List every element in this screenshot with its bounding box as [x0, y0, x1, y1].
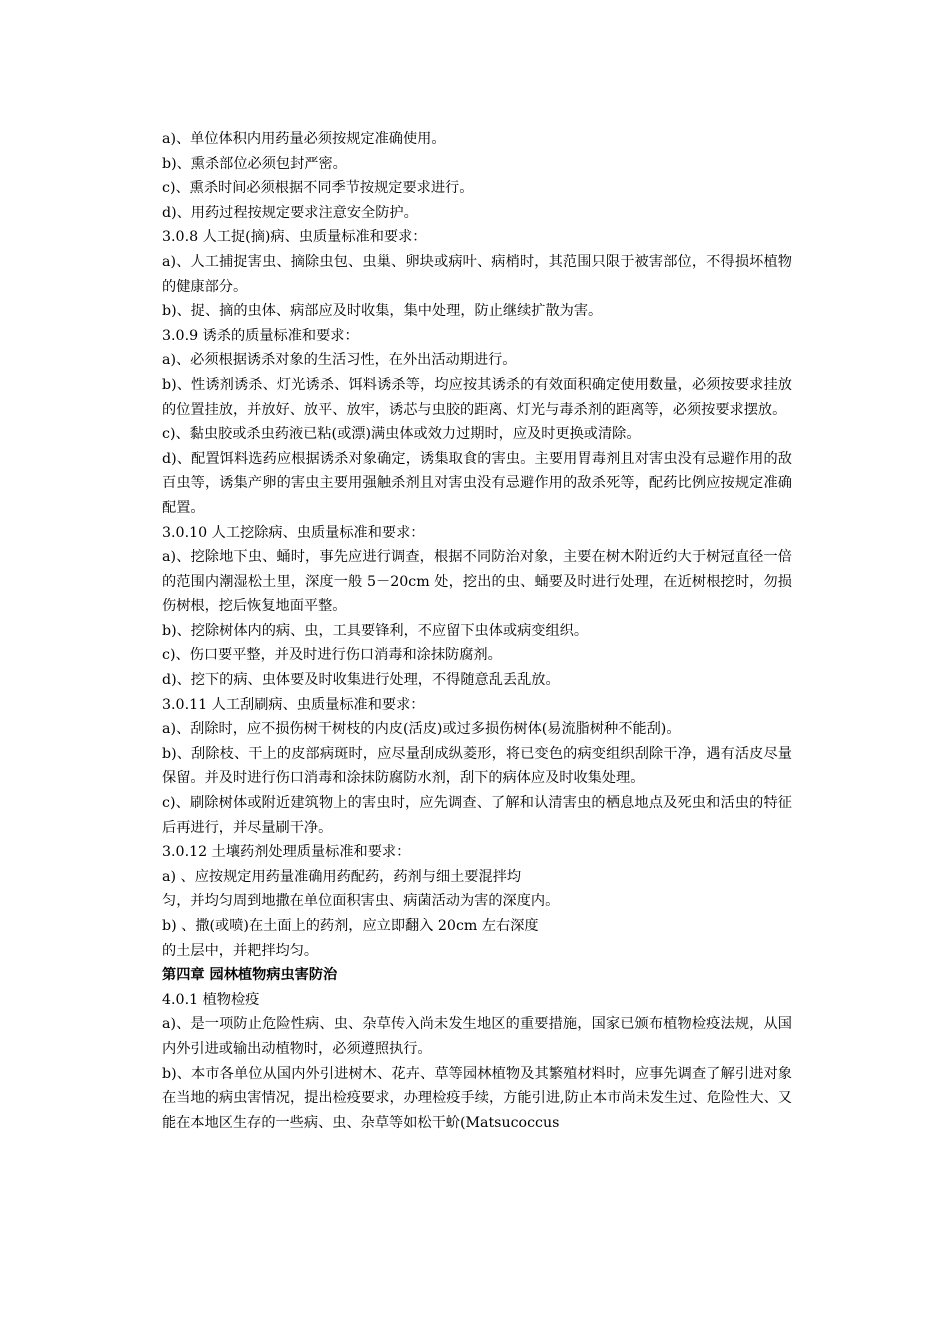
- section-heading-4-0-1: 4.0.1 植物检疫: [162, 991, 260, 1008]
- paragraph-3-0-9-a: a)、必须根据诱杀对象的生活习性，在外出活动期进行。: [162, 352, 517, 369]
- paragraph-4-0-1-b: b)、本市各单位从国内外引进树木、花卉、草等园林植物及其繁殖材料时，应事先调查了解引进对象在当地的病虫害情况，提出检疫要求，办理检疫手续，方能引进,防止本市尚未发生过、危险性大、又能在本地区生存的一些病、虫、杂草等如松干蚧(Matsucoccus: [162, 1065, 792, 1131]
- paragraph-3-0-7-b: b)、熏杀部位必须包封严密。: [162, 155, 347, 172]
- section-heading-3-0-9: 3.0.9 诱杀的质量标准和要求：: [162, 327, 359, 344]
- paragraph-3-0-7-a: a)、单位体积内用药量必须按规定准确使用。: [162, 131, 446, 147]
- paragraph-3-0-10-b: b)、挖除树体内的病、虫，工具要锋利，不应留下虫体或病变组织。: [162, 622, 589, 639]
- paragraph-3-0-10-c: c)、伤口要平整，并及时进行伤口消毒和涂抹防腐剂。: [162, 647, 502, 664]
- paragraph-3-0-12-a-line2: 匀，并均匀周到地撒在单位面积害虫、病菌活动为害的深度内。: [162, 893, 560, 910]
- paragraph-3-0-11-c: c)、刷除树体或附近建筑物上的害虫时，应先调查、了解和认清害虫的栖息地点及死虫和活虫的特征后再进行，并尽量刷干净。: [162, 795, 792, 836]
- paragraph-3-0-11-b: b)、刮除枝、干上的皮部病斑时，应尽量刮成纵菱形，将已变色的病变组织刮除干净，遇有活皮尽量保留。并及时进行伤口消毒和涂抹防腐防水剂，刮下的病体应及时收集处理。: [162, 745, 792, 787]
- paragraph-3-0-12-b-line2: 的土层中，并耙拌均匀。: [162, 942, 319, 959]
- paragraph-3-0-7-c: c)、熏杀时间必须根据不同季节按规定要求进行。: [162, 180, 474, 197]
- paragraph-3-0-10-a: a)、挖除地下虫、蛹时，事先应进行调查，根据不同防治对象，主要在树木附近约大于树冠直径一倍的范围内潮湿松土里，深度一般 5－20cm 处，挖出的虫、蛹要及时进行处理，在近树根挖时，勿损伤树根，挖后恢复地面平整。: [162, 549, 792, 615]
- paragraph-3-0-9-d: d)、配置饵料选药应根据诱杀对象确定，诱集取食的害虫。主要用胃毒剂且对害虫没有忌避作用的敌百虫等，诱集产卵的害虫主要用强触杀剂且对害虫没有忌避作用的敌杀死等，配药比例应按规定准确配置。: [162, 450, 792, 516]
- paragraph-3-0-8-b: b)、捉、摘的虫体、病部应及时收集，集中处理，防止继续扩散为害。: [162, 303, 603, 320]
- paragraph-4-0-1-a: a)、是一项防止危险性病、虫、杂草传入尚未发生地区的重要措施，国家已颁布植物检疫法规，从国内外引进或输出动植物时，必须遵照执行。: [162, 1016, 792, 1057]
- section-heading-3-0-8: 3.0.8 人工捉(摘)病、虫质量标准和要求：: [162, 229, 427, 246]
- paragraph-3-0-9-c: c)、黏虫胶或杀虫药液已粘(或漂)满虫体或效力过期时，应及时更换或清除。: [162, 426, 641, 443]
- section-heading-3-0-11: 3.0.11 人工刮刷病、虫质量标准和要求：: [162, 696, 425, 713]
- paragraph-3-0-7-d: d)、用药过程按规定要求注意安全防护。: [162, 204, 418, 221]
- paragraph-3-0-12-b-line1: b) 、撒(或喷)在土面上的药剂，应立即翻入 20cm 左右深度: [162, 918, 539, 934]
- chapter-heading-4: 第四章 园林植物病虫害防治: [162, 967, 338, 984]
- section-heading-3-0-12: 3.0.12 土壤药剂处理质量标准和要求：: [162, 844, 411, 861]
- paragraph-3-0-11-a: a)、刮除时，应不损伤树干树枝的内皮(活皮)或过多损伤树体(易流脂树种不能刮)。: [162, 721, 681, 738]
- paragraph-3-0-9-b: b)、性诱剂诱杀、灯光诱杀、饵料诱杀等，均应按其诱杀的有效面积确定使用数量，必须按要求挂放的位置挂放，并放好、放平、放牢，诱芯与虫胶的距离、灯光与毒杀剂的距离等，必须按要求摆放。: [162, 376, 792, 418]
- paragraph-3-0-12-a-line1: a) 、应按规定用药量准确用药配药，药剂与细土要混拌均: [162, 868, 522, 885]
- document-page: [162, 127, 792, 1135]
- section-heading-3-0-10: 3.0.10 人工挖除病、虫质量标准和要求：: [162, 524, 425, 541]
- paragraph-3-0-8-a: a)、人工捕捉害虫、摘除虫包、虫巢、卵块或病叶、病梢时，其范围只限于被害部位，不得损坏植物的健康部分。: [162, 253, 792, 295]
- paragraph-3-0-10-d: d)、挖下的病、虫体要及时收集进行处理，不得随意乱丢乱放。: [162, 672, 560, 689]
